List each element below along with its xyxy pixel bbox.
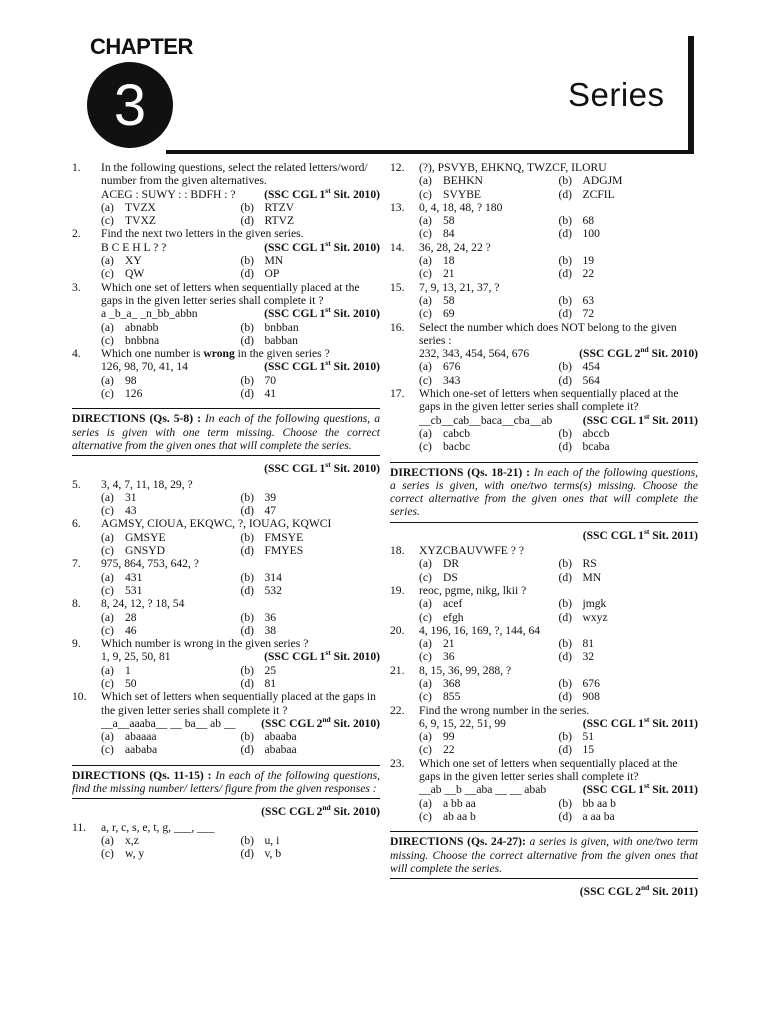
option-b: (b) u, i xyxy=(240,833,280,847)
option-c: (c) DS xyxy=(419,570,458,584)
question-number: 9. xyxy=(72,637,81,651)
directions-heading: DIRECTIONS (Qs. 18-21) : xyxy=(390,465,530,479)
option-d: (d) 72 xyxy=(558,307,595,321)
option-c: (c) bnbbna xyxy=(101,333,160,347)
options xyxy=(101,571,380,598)
question-stem: 126, 98, 70, 41, 14 xyxy=(101,360,188,374)
question-number: 12. xyxy=(390,161,405,174)
option-c: (c) bacbc xyxy=(419,440,471,454)
option-a: (a) TVZX xyxy=(101,200,156,214)
question-stem: AGMSY, CIOUA, EKQWC, ?, IOUAG, KQWCI xyxy=(101,517,332,531)
question-6 xyxy=(72,517,380,557)
source-tag: (SSC CGL 2nd Sit. 2011) xyxy=(579,883,698,899)
question-text: Which one-set of letters when sequentially placed at the gaps in the given letter series shall complete it? xyxy=(419,387,679,414)
question-2 xyxy=(72,227,380,280)
option-c: (c) ab aa b xyxy=(419,809,476,823)
option-b: (b) 36 xyxy=(240,610,277,624)
option-d: (d) a aa ba xyxy=(558,809,615,823)
option-c: (c) efgh xyxy=(419,610,464,624)
question-22 xyxy=(390,704,698,757)
question-8 xyxy=(72,597,380,637)
options xyxy=(101,254,380,281)
question-7 xyxy=(72,557,380,597)
question-stem: __cb__cab__baca__cba__ab xyxy=(419,413,553,427)
option-c: (c) 84 xyxy=(419,227,455,241)
option-d: (d) 908 xyxy=(558,690,600,704)
option-b: (b) RTZV xyxy=(240,200,295,214)
option-a: (a) 21 xyxy=(419,637,455,651)
option-a: (a) 58 xyxy=(419,293,455,307)
header-horizontal-rule xyxy=(166,150,693,154)
question-number: 15. xyxy=(390,280,405,294)
option-c: (c) 855 xyxy=(419,690,461,704)
option-c: (c) 531 xyxy=(101,583,143,597)
option-a: (a) 31 xyxy=(101,490,137,504)
options xyxy=(419,427,698,454)
option-a: (a) 58 xyxy=(419,214,455,228)
option-a: (a) acef xyxy=(419,597,463,611)
option-b: (b) 70 xyxy=(240,373,277,387)
question-15 xyxy=(390,281,698,321)
question-number: 14. xyxy=(390,240,405,254)
question-text: Which one set of letters when sequentially placed at the gaps in the given letter series shall complete it ? xyxy=(101,280,360,307)
question-stem: 3, 4, 7, 11, 18, 29, ? xyxy=(101,477,193,491)
question-number: 2. xyxy=(72,227,81,241)
question-stem: 232, 343, 454, 564, 676 xyxy=(419,347,530,361)
option-b: (b) FMSYE xyxy=(240,530,304,544)
options xyxy=(419,174,698,201)
directions-block xyxy=(390,462,698,523)
option-d: (d) 22 xyxy=(558,267,595,281)
question-9 xyxy=(72,637,380,690)
option-b: (b) 676 xyxy=(558,676,600,690)
option-a: (a) 18 xyxy=(419,254,455,268)
question-16 xyxy=(390,321,698,387)
option-a: (a) XY xyxy=(101,254,142,268)
question-number: 22. xyxy=(390,703,405,717)
question-stem: 0, 4, 18, 48, ? 180 xyxy=(419,200,503,214)
option-a: (a) a bb aa xyxy=(419,796,476,810)
option-d: (d) 38 xyxy=(240,623,277,637)
options xyxy=(101,531,380,558)
option-b: (b) abccb xyxy=(558,426,610,440)
question-3 xyxy=(72,281,380,347)
option-d: (d) 15 xyxy=(558,743,595,757)
source-tag: (SSC CGL 1st Sit. 2010) xyxy=(264,305,380,321)
option-a: (a) 98 xyxy=(101,373,137,387)
question-text: In the following questions, select the related letters/word/ number from the given alternatives. xyxy=(101,161,368,188)
right-column xyxy=(390,161,698,900)
question-20 xyxy=(390,624,698,664)
chapter-number: 3 xyxy=(113,72,147,138)
question-stem: 36, 28, 24, 22 ? xyxy=(419,240,491,254)
question-number: 7. xyxy=(72,557,81,571)
question-21 xyxy=(390,664,698,704)
options xyxy=(419,557,698,584)
question-5 xyxy=(72,478,380,518)
option-c: (c) 36 xyxy=(419,650,455,664)
question-text: Select the number which does NOT belong to the given series : xyxy=(419,320,677,347)
option-a: (a) 676 xyxy=(419,360,461,374)
question-number: 20. xyxy=(390,623,405,637)
option-d: (d) OP xyxy=(240,267,280,281)
directions-text: a series is given, with one/two term missing. Choose the correct alternative from the given ones that will complete the series. xyxy=(390,835,698,875)
question-stem: __ab __b __aba __ __ abab xyxy=(419,783,547,797)
option-c: (c) SVYBE xyxy=(419,187,482,201)
option-a: (a) 431 xyxy=(101,570,143,584)
option-a: (a) 1 xyxy=(101,663,131,677)
question-stem: a, r, c, s, e, t, g, ___, ___ xyxy=(101,820,215,834)
option-c: (c) GNSYD xyxy=(101,544,165,558)
directions-block xyxy=(72,408,380,456)
question-stem: __a__aaaba__ __ ba__ ab __ xyxy=(101,716,236,730)
question-stem: 4, 196, 16, 169, ?, 144, 64 xyxy=(419,623,541,637)
question-stem: 7, 9, 13, 21, 37, ? xyxy=(419,280,500,294)
question-text: Which number is wrong in the given series ? xyxy=(101,637,309,651)
source-tag: (SSC CGL 1st Sit. 2010) xyxy=(264,460,380,476)
question-19 xyxy=(390,584,698,624)
source-tag: (SSC CGL 1st Sit. 2010) xyxy=(264,185,380,201)
question-stem: ACEG : SUWY : : BDFH : ? xyxy=(101,187,236,201)
question-12 xyxy=(390,161,698,201)
option-d: (d) 41 xyxy=(240,387,277,401)
options xyxy=(419,597,698,624)
option-b: (b) 63 xyxy=(558,293,595,307)
option-c: (c) w, y xyxy=(101,847,145,861)
option-a: (a) BEHKN xyxy=(419,174,483,188)
option-c: (c) QW xyxy=(101,267,145,281)
option-b: (b) ADGJM xyxy=(558,174,623,188)
question-number: 8. xyxy=(72,597,81,611)
option-b: (b) jmgk xyxy=(558,597,607,611)
option-a: (a) cabcb xyxy=(419,426,471,440)
directions-text: In each of the following questions, find the missing number/ letters/ figure from the given responses : xyxy=(72,768,380,796)
options xyxy=(419,730,698,757)
option-b: (b) bnbban xyxy=(240,320,299,334)
chapter-title: Series xyxy=(568,76,665,113)
option-d: (d) 100 xyxy=(558,227,600,241)
options xyxy=(101,664,380,691)
option-c: (c) 343 xyxy=(419,373,461,387)
options xyxy=(419,360,698,387)
option-a: (a) 28 xyxy=(101,610,137,624)
options xyxy=(101,611,380,638)
options xyxy=(101,321,380,348)
option-d: (d) babban xyxy=(240,333,298,347)
option-b: (b) 25 xyxy=(240,663,277,677)
options xyxy=(419,254,698,281)
source-tag: (SSC CGL 1st Sit. 2010) xyxy=(264,238,380,254)
option-b: (b) bb aa b xyxy=(558,796,616,810)
option-c: (c) 46 xyxy=(101,623,137,637)
question-number: 5. xyxy=(72,477,81,491)
question-text: Which one number is wrong in the given series ? xyxy=(101,347,330,361)
option-b: (b) 314 xyxy=(240,570,282,584)
options xyxy=(419,797,698,824)
question-number: 21. xyxy=(390,663,405,677)
question-10 xyxy=(72,690,380,756)
left-column xyxy=(72,161,380,861)
directions-block xyxy=(72,765,380,800)
directions-block xyxy=(390,831,698,879)
options xyxy=(419,637,698,664)
option-a: (a) abnabb xyxy=(101,320,159,334)
question-1 xyxy=(72,161,380,227)
options xyxy=(101,374,380,401)
question-stem: (?), PSVYB, EHKNQ, TWZCF, ILORU xyxy=(419,161,607,174)
options xyxy=(419,294,698,321)
option-b: (b) 51 xyxy=(558,730,595,744)
option-b: (b) RS xyxy=(558,557,597,571)
question-number: 13. xyxy=(390,200,405,214)
question-number: 11. xyxy=(72,820,87,834)
question-text: Which one set of letters when sequentially placed at the gaps in the given letter series shall complete it? xyxy=(419,756,678,784)
question-text: Which set of letters when sequentially placed at the gaps in the given letter series shall complete it ? xyxy=(101,690,376,717)
source-tag: (SSC CGL 1st Sit. 2011) xyxy=(582,715,698,730)
option-c: (c) 69 xyxy=(419,307,455,321)
option-d: (d) RTVZ xyxy=(240,214,295,228)
options xyxy=(101,730,380,757)
option-a: (a) 368 xyxy=(419,676,461,690)
option-d: (d) bcaba xyxy=(558,440,610,454)
directions-heading: DIRECTIONS (Qs. 5-8) : xyxy=(72,412,201,426)
option-a: (a) x,z xyxy=(101,833,139,847)
question-number: 16. xyxy=(390,320,405,334)
option-b: (b) 454 xyxy=(558,360,600,374)
source-tag: (SSC CGL 2nd Sit. 2010) xyxy=(579,345,698,361)
options xyxy=(101,491,380,518)
option-c: (c) aababa xyxy=(101,743,158,757)
option-b: (b) MN xyxy=(240,254,284,268)
question-text: Find the next two letters in the given series. xyxy=(101,227,304,241)
question-stem: a _b_a_ _n_bb_abbn xyxy=(101,307,198,321)
options xyxy=(101,201,380,228)
option-a: (a) 99 xyxy=(419,730,455,744)
option-d: (d) 32 xyxy=(558,650,595,664)
question-stem: reoc, pgme, nikg, lkii ? xyxy=(419,583,527,597)
question-17 xyxy=(390,387,698,453)
options xyxy=(101,834,380,861)
question-number: 18. xyxy=(390,544,405,558)
option-b: (b) abaaba xyxy=(240,730,297,744)
question-number: 3. xyxy=(72,280,81,294)
directions-heading: DIRECTIONS (Qs. 11-15) : xyxy=(72,768,212,782)
question-number: 10. xyxy=(72,690,87,704)
option-d: (d) 564 xyxy=(558,373,600,387)
option-d: (d) wxyz xyxy=(558,610,608,624)
question-number: 23. xyxy=(390,756,405,770)
option-d: (d) ZCFIL xyxy=(558,187,615,201)
question-13 xyxy=(390,201,698,241)
option-d: (d) FMYES xyxy=(240,544,304,558)
option-d: (d) v, b xyxy=(240,847,282,861)
question-4 xyxy=(72,347,380,400)
header-vertical-rule xyxy=(688,36,694,154)
chapter-number-badge xyxy=(87,62,173,148)
option-d: (d) ababaa xyxy=(240,743,297,757)
chapter-label: CHAPTER xyxy=(90,34,193,59)
option-d: (d) 532 xyxy=(240,583,282,597)
question-stem: 975, 864, 753, 642, ? xyxy=(101,557,199,571)
question-18 xyxy=(390,544,698,584)
source-tag: (SSC CGL 2nd Sit. 2010) xyxy=(261,715,380,730)
question-23 xyxy=(390,757,698,823)
question-text: Find the wrong number in the series. xyxy=(419,703,590,717)
source-tag: (SSC CGL 1st Sit. 2011) xyxy=(582,411,698,427)
option-a: (a) abaaaa xyxy=(101,730,157,744)
option-c: (c) 21 xyxy=(419,267,455,281)
option-c: (c) 43 xyxy=(101,504,137,518)
option-b: (b) 39 xyxy=(240,490,277,504)
directions-text: In each of the following questions, a series is given, with one/two terms(s) missing. Choose the correct alternative from the given ones that will complete the series. xyxy=(390,465,699,519)
question-stem: 8, 15, 36, 99, 288, ? xyxy=(419,663,512,677)
question-stem: XYZCBAUVWFE ? ? xyxy=(419,544,524,558)
question-stem: 8, 24, 12, ? 18, 54 xyxy=(101,597,185,611)
question-number: 19. xyxy=(390,583,405,597)
option-b: (b) 19 xyxy=(558,254,595,268)
source-tag: (SSC CGL 1st Sit. 2011) xyxy=(582,781,698,797)
option-c: (c) 126 xyxy=(101,387,143,401)
options xyxy=(419,677,698,704)
source-tag: (SSC CGL 1st Sit. 2010) xyxy=(264,648,380,664)
option-d: (d) 81 xyxy=(240,676,277,690)
question-number: 6. xyxy=(72,517,81,531)
question-14 xyxy=(390,241,698,281)
directions-heading: DIRECTIONS (Qs. 24-27): xyxy=(390,835,526,849)
option-a: (a) GMSYE xyxy=(101,530,166,544)
option-b: (b) 81 xyxy=(558,637,595,651)
options xyxy=(419,214,698,241)
option-c: (c) TVXZ xyxy=(101,214,156,228)
option-d: (d) 47 xyxy=(240,504,277,518)
directions-text: In each of the following questions, a series is given with one term missing. Choose the correct alternative from the given ones that will complete the series. xyxy=(72,412,380,452)
option-d: (d) MN xyxy=(558,570,602,584)
source-tag: (SSC CGL 1st Sit. 2010) xyxy=(264,358,380,374)
option-c: (c) 50 xyxy=(101,676,137,690)
question-stem: 6, 9, 15, 22, 51, 99 xyxy=(419,716,506,730)
question-stem: B C E H L ? ? xyxy=(101,240,167,254)
option-c: (c) 22 xyxy=(419,743,455,757)
question-number: 17. xyxy=(390,387,405,401)
question-stem: 1, 9, 25, 50, 81 xyxy=(101,650,171,664)
question-number: 1. xyxy=(72,161,81,174)
option-a: (a) DR xyxy=(419,557,460,571)
source-tag: (SSC CGL 1st Sit. 2011) xyxy=(582,526,698,542)
question-11 xyxy=(72,821,380,861)
option-b: (b) 68 xyxy=(558,214,595,228)
question-number: 4. xyxy=(72,347,81,361)
source-tag: (SSC CGL 2nd Sit. 2010) xyxy=(261,803,380,819)
